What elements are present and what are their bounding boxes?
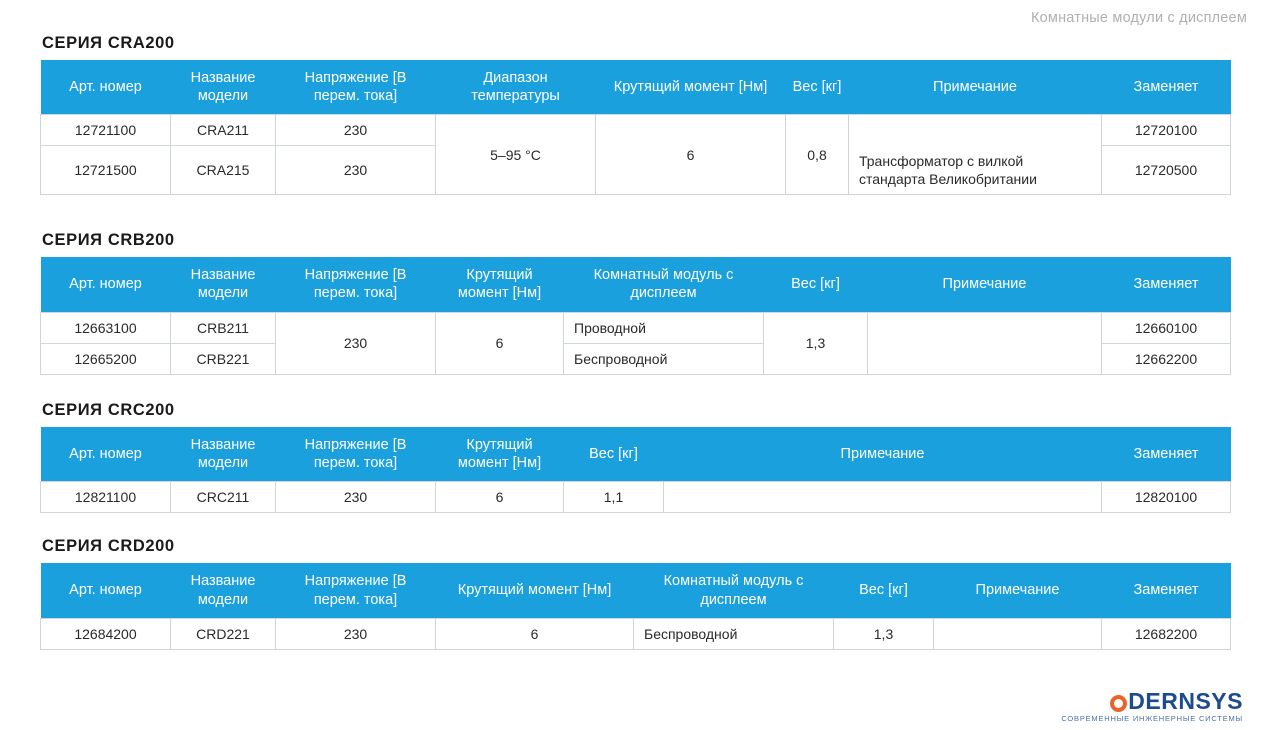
cell-note <box>849 115 1102 146</box>
watermark-brand-text: DERNSYS <box>1128 687 1243 714</box>
col-model-name: Название модели <box>171 427 276 482</box>
cell-art-number: 12684200 <box>41 618 171 649</box>
cell-replaces: 12720500 <box>1102 146 1231 195</box>
cell-art-number: 12721100 <box>41 115 171 146</box>
series-title-cra200: СЕРИЯ CRA200 <box>42 34 175 52</box>
table-row <box>41 618 1231 649</box>
cell-model-name: CRB221 <box>171 343 276 374</box>
col-room-module: Комнатный модуль с дисплеем <box>634 563 834 618</box>
table-row <box>41 482 1231 513</box>
cell-weight: 0,8 <box>786 115 849 195</box>
table-crb200 <box>40 257 1231 375</box>
cell-art-number: 12721500 <box>41 146 171 195</box>
col-note: Примечание <box>868 257 1102 312</box>
series-block-cra200 <box>40 34 1231 195</box>
cell-weight: 1,3 <box>834 618 934 649</box>
col-note: Примечание <box>849 60 1102 115</box>
series-block-crd200 <box>40 537 1231 649</box>
col-model-name: Название модели <box>171 563 276 618</box>
col-torque: Крутящий момент [Нм] <box>436 563 634 618</box>
col-replaces: Заменяет <box>1102 257 1231 312</box>
table-crd200 <box>40 563 1231 649</box>
cell-temperature-range: 5–95 °C <box>436 115 596 195</box>
series-title-crb200: СЕРИЯ CRB200 <box>42 231 175 250</box>
cell-model-name: CRD221 <box>171 618 276 649</box>
cell-voltage: 230 <box>276 115 436 146</box>
col-weight: Вес [кг] <box>764 257 868 312</box>
series-title-crd200: СЕРИЯ CRD200 <box>42 537 175 556</box>
col-voltage: Напряжение [В перем. тока] <box>276 563 436 618</box>
col-voltage: Напряжение [В перем. тока] <box>276 427 436 482</box>
table-row <box>41 312 1231 343</box>
col-art-number: Арт. номер <box>41 257 171 312</box>
col-art-number: Арт. номер <box>41 427 171 482</box>
cell-voltage: 230 <box>276 618 436 649</box>
col-weight: Вес [кг] <box>786 60 849 115</box>
cell-art-number: 12663100 <box>41 312 171 343</box>
cell-note: Трансформатор с вилкой стандарта Великобритании <box>849 146 1102 195</box>
table-header-row <box>41 563 1231 618</box>
col-torque: Крутящий момент [Нм] <box>436 257 564 312</box>
col-replaces: Заменяет <box>1102 563 1231 618</box>
cell-note <box>868 343 1102 374</box>
col-weight: Вес [кг] <box>564 427 664 482</box>
col-voltage: Напряжение [В перем. тока] <box>276 60 436 115</box>
series-block-crb200 <box>40 231 1231 375</box>
watermark-brand <box>1061 687 1243 714</box>
col-model-name: Название модели <box>171 257 276 312</box>
col-note: Примечание <box>934 563 1102 618</box>
col-art-number: Арт. номер <box>41 60 171 115</box>
table-row <box>41 343 1231 374</box>
cell-room-module: Проводной <box>564 312 764 343</box>
page-header-title: Комнатные модули с дисплеем <box>1031 10 1247 26</box>
cell-torque: 6 <box>596 115 786 195</box>
table-header-row <box>41 257 1231 312</box>
cell-note <box>664 482 1102 513</box>
col-voltage: Напряжение [В перем. тока] <box>276 257 436 312</box>
cell-replaces: 12820100 <box>1102 482 1231 513</box>
col-torque: Крутящий момент [Нм] <box>596 60 786 115</box>
col-room-module: Комнатный модуль с дисплеем <box>564 257 764 312</box>
cell-voltage: 230 <box>276 146 436 195</box>
table-crc200 <box>40 427 1231 513</box>
cell-weight: 1,1 <box>564 482 664 513</box>
cell-replaces: 12682200 <box>1102 618 1231 649</box>
watermark-tagline: СОВРЕМЕННЫЕ ИНЖЕНЕРНЫЕ СИСТЕМЫ <box>1061 713 1243 723</box>
col-weight: Вес [кг] <box>834 563 934 618</box>
table-cra200 <box>40 60 1231 195</box>
cell-replaces: 12660100 <box>1102 312 1231 343</box>
col-torque: Крутящий момент [Нм] <box>436 427 564 482</box>
table-row <box>41 115 1231 146</box>
cell-note <box>934 618 1102 649</box>
table-header-row <box>41 427 1231 482</box>
col-art-number: Арт. номер <box>41 563 171 618</box>
cell-weight: 1,3 <box>764 312 868 374</box>
col-replaces: Заменяет <box>1102 427 1231 482</box>
col-note: Примечание <box>664 427 1102 482</box>
cell-replaces: 12662200 <box>1102 343 1231 374</box>
col-replaces: Заменяет <box>1102 60 1231 115</box>
col-model-name: Название модели <box>171 60 276 115</box>
cell-model-name: CRA215 <box>171 146 276 195</box>
series-block-crc200 <box>40 401 1231 513</box>
table-header-row <box>41 60 1231 115</box>
cell-model-name: CRC211 <box>171 482 276 513</box>
cell-room-module: Беспроводной <box>634 618 834 649</box>
cell-model-name: CRB211 <box>171 312 276 343</box>
col-temperature-range: Диапазон температуры <box>436 60 596 115</box>
cell-torque: 6 <box>436 482 564 513</box>
cell-voltage: 230 <box>276 312 436 374</box>
watermark-logo <box>1061 687 1243 723</box>
cell-art-number: 12821100 <box>41 482 171 513</box>
cell-model-name: CRA211 <box>171 115 276 146</box>
cell-torque: 6 <box>436 312 564 374</box>
cell-voltage: 230 <box>276 482 436 513</box>
cell-art-number: 12665200 <box>41 343 171 374</box>
circle-icon <box>1110 695 1127 712</box>
series-title-crc200: СЕРИЯ CRC200 <box>42 400 175 419</box>
cell-torque: 6 <box>436 618 634 649</box>
cell-replaces: 12720100 <box>1102 115 1231 146</box>
cell-room-module: Беспроводной <box>564 343 764 374</box>
cell-note <box>868 312 1102 343</box>
